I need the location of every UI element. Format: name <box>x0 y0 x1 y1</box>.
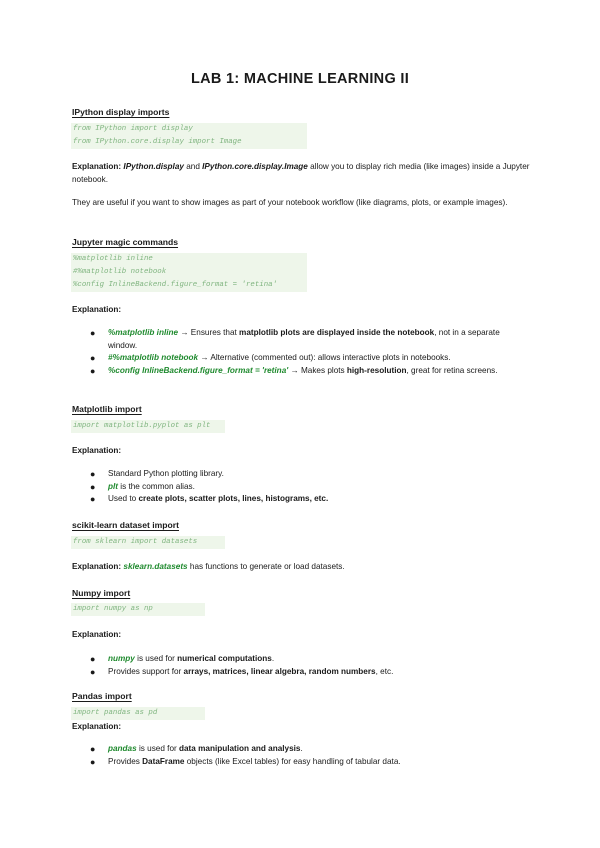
paragraph: They are useful if you want to show images as part of your notebook workflow (like diagrams, plots, or example images). <box>72 198 508 207</box>
text: Provides support for <box>108 666 184 676</box>
explanation-label: Explanation: <box>72 162 122 171</box>
text: DataFrame <box>142 756 185 766</box>
heading-pandas: Pandas import <box>72 691 132 701</box>
code-line: from sklearn import datasets <box>71 536 225 549</box>
code-line: from IPython.core.display import Image <box>71 136 307 149</box>
term: sklearn.datasets <box>123 562 188 571</box>
text: high-resolution <box>346 365 407 375</box>
heading-matplotlib: Matplotlib import <box>72 404 142 414</box>
list-item <box>90 468 530 481</box>
text: . <box>300 744 303 753</box>
code-line: import matplotlib.pyplot as plt <box>71 420 225 433</box>
bullet-icon: ● <box>90 666 96 677</box>
heading-magic: Jupyter magic commands <box>72 237 179 247</box>
bullet-icon: ● <box>90 353 96 363</box>
list-item <box>90 365 530 378</box>
text: numerical computations <box>177 654 272 663</box>
text: is the common alias. <box>118 481 195 491</box>
heading-sklearn: scikit-learn dataset import <box>72 520 179 530</box>
bullet-list <box>90 327 530 377</box>
list-item <box>90 743 530 756</box>
term: IPython.display <box>123 162 184 171</box>
code-line: %matplotlib inline <box>71 253 307 266</box>
explanation-paragraph <box>72 561 532 574</box>
list-item <box>90 327 530 352</box>
text: matplotlib plots are displayed inside the notebook <box>239 328 435 337</box>
text: Used to <box>108 494 139 503</box>
text: → Ensures that <box>178 328 240 337</box>
text: allow you to display rich media (like images) inside a Jupyter notebook. <box>72 162 530 184</box>
bullet-icon: ● <box>90 469 96 479</box>
text: data manipulation and analysis <box>179 744 301 753</box>
explanation-label: Explanation: <box>72 305 122 314</box>
explanation-label: Explanation: <box>72 722 122 731</box>
code-line: #%matplotlib notebook <box>71 266 307 279</box>
code-line: %config InlineBackend.figure_format = 'retina' <box>71 279 307 292</box>
bullet-list <box>90 743 530 768</box>
bullet-list <box>90 653 530 678</box>
text: is used for <box>134 654 178 663</box>
term: %config InlineBackend.figure_format = 'retina' <box>108 365 289 375</box>
text: , not in a separate window. <box>108 328 500 350</box>
list-item <box>90 666 530 679</box>
text: objects (like Excel tables) for easy handling of tabular data. <box>184 756 401 766</box>
bullet-icon: ● <box>90 328 96 338</box>
text: Standard Python plotting library. <box>108 469 224 478</box>
list-item <box>90 756 530 769</box>
bullet-list <box>90 468 530 506</box>
page-title: LAB 1: MACHINE LEARNING II <box>190 71 410 87</box>
code-line: import numpy as np <box>71 603 205 616</box>
explanation-label: Explanation: <box>72 562 122 571</box>
term: plt <box>108 481 119 491</box>
text: → <box>198 353 211 362</box>
bullet-icon: ● <box>90 744 96 754</box>
text: . <box>271 654 275 663</box>
text: Alternative (commented out): allows interactive plots in notebooks. <box>210 353 451 362</box>
list-item <box>90 653 530 666</box>
explanation-label: Explanation: <box>72 446 122 455</box>
text: , great for retina screens. <box>406 365 498 375</box>
list-item <box>90 352 530 365</box>
heading-ipython: IPython display imports <box>72 107 170 117</box>
text: create plots, scatter plots, lines, histograms, etc. <box>138 494 329 503</box>
list-item <box>90 493 530 506</box>
text: → Makes plots <box>288 365 347 375</box>
term: numpy <box>108 654 135 663</box>
heading-numpy: Numpy import <box>72 588 131 598</box>
code-line: from IPython import display <box>71 123 307 136</box>
term: #%matplotlib notebook <box>108 353 199 362</box>
term: pandas <box>108 744 137 753</box>
term: IPython.core.display.Image <box>202 162 308 171</box>
bullet-icon: ● <box>90 654 96 664</box>
list-item <box>90 481 530 494</box>
explanation-label: Explanation: <box>72 630 122 639</box>
bullet-icon: ● <box>90 481 96 492</box>
text: arrays, matrices, linear algebra, random numbers <box>183 666 376 676</box>
text: and <box>183 162 203 171</box>
bullet-icon: ● <box>90 756 96 767</box>
bullet-icon: ● <box>90 365 96 376</box>
text: , etc. <box>375 666 394 676</box>
explanation-paragraph <box>72 161 532 186</box>
text: is used for <box>136 744 179 753</box>
text: Provides <box>108 756 143 766</box>
text: has functions to generate or load datasets. <box>187 562 345 571</box>
code-line: import pandas as pd <box>71 707 205 720</box>
term: %matplotlib inline <box>108 328 179 337</box>
bullet-icon: ● <box>90 494 96 504</box>
